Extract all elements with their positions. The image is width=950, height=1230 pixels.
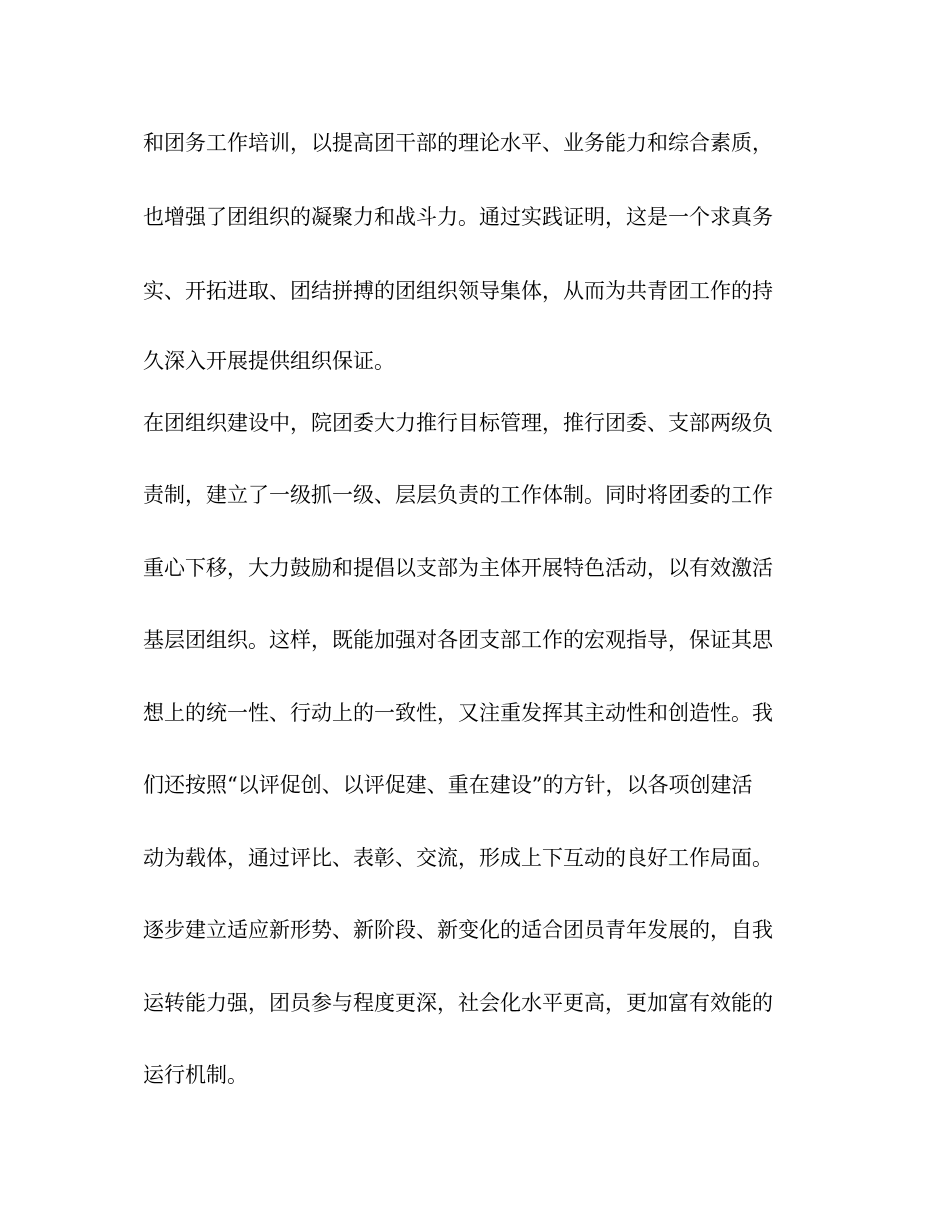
text-line: 基层团组织。这样，既能加强对各团支部工作的宏观指导，保证其思 [143, 628, 773, 652]
text-line: 们还按照“以评促创、以评促建、重在建设”的方针，以各项创建活 [143, 773, 753, 797]
text-line: 责制，建立了一级抓一级、层层负责的工作体制。同时将团委的工作 [143, 483, 773, 507]
text-line: 逐步建立适应新形势、新阶段、新变化的适合团员青年发展的，自我 [143, 918, 773, 942]
text-line: 也增强了团组织的凝聚力和战斗力。通过实践证明，这是一个求真务 [143, 205, 773, 229]
text-line: 运转能力强，团员参与程度更深，社会化水平更高，更加富有效能的 [143, 991, 773, 1015]
text-line: 动为载体，通过评比、表彰、交流，形成上下互动的良好工作局面。 [143, 846, 773, 870]
text-line: 运行机制。 [143, 1063, 248, 1087]
text-line: 久深入开展提供组织保证。 [143, 349, 395, 373]
text-line: 重心下移，大力鼓励和提倡以支部为主体开展特色活动，以有效激活 [143, 556, 773, 580]
text-line: 在团组织建设中，院团委大力推行目标管理，推行团委、支部两级负 [143, 411, 773, 435]
text-line: 想上的统一性、行动上的一致性，又注重发挥其主动性和创造性。我 [143, 701, 773, 725]
text-line: 和团务工作培训，以提高团干部的理论水平、业务能力和综合素质， [143, 131, 773, 155]
text-line: 实、开拓进取、团结拼搏的团组织领导集体，从而为共青团工作的持 [143, 279, 773, 303]
